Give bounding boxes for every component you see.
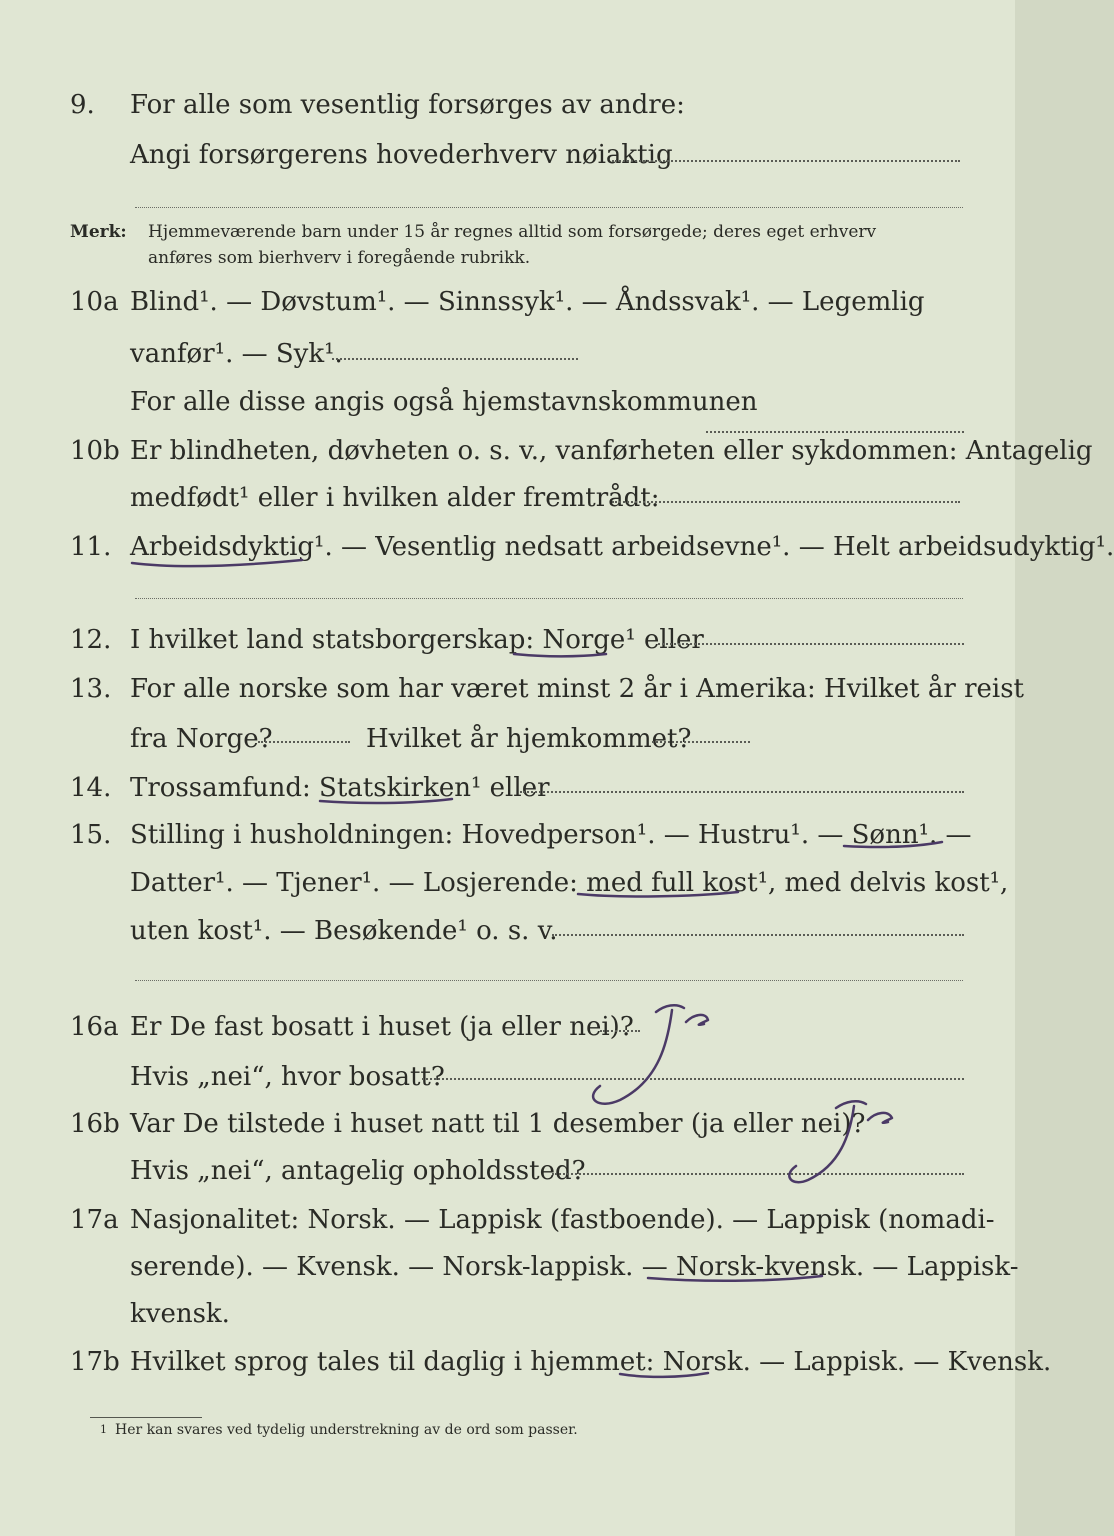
q13-hjemkommet-answer-line[interactable] <box>652 741 750 743</box>
q16a-answer-line[interactable] <box>600 1030 640 1032</box>
q16b-opholdssted-answer-line[interactable] <box>552 1173 964 1175</box>
q13-text-1: For alle norske som har været minst 2 år i Amerika: Hvilket år reist <box>130 674 1024 704</box>
q11-answer-line[interactable] <box>135 598 963 599</box>
q10a-kommune-answer-line[interactable] <box>706 431 964 433</box>
q13-text-2b: Hvilket år hjemkommet? <box>366 724 692 754</box>
q17a-text-3: kvensk. <box>130 1299 230 1329</box>
q10a-syk-answer-line[interactable] <box>332 358 578 360</box>
q9-number: 9. <box>70 90 95 120</box>
merk-text-2: anføres som bierhverv i foregående rubrikk. <box>148 248 531 268</box>
q17a-number: 17a <box>70 1205 119 1235</box>
q12-answer-line[interactable] <box>658 643 964 645</box>
q15-text-1: Stilling i husholdningen: Hovedperson¹. — Hustru¹. — Sønn¹. — <box>130 820 972 850</box>
footnote-text: Her kan svares ved tydelig understrekning av de ord som passer. <box>115 1422 578 1438</box>
q15-number: 15. <box>70 820 112 850</box>
footnote-rule <box>90 1417 202 1418</box>
footnote <box>100 1421 578 1439</box>
q15-text-2: Datter¹. — Tjener¹. — Losjerende: med full kost¹, med delvis kost¹, <box>130 868 1009 898</box>
q15-text-3: uten kost¹. — Besøkende¹ o. s. v. <box>130 916 558 946</box>
q9-text-1: For alle som vesentlig forsørges av andre: <box>130 90 685 120</box>
q9-answer-line[interactable] <box>612 160 960 162</box>
q17b-text-1: Hvilket sprog tales til daglig i hjemmet: Norsk. — Lappisk. — Kvensk. <box>130 1347 1052 1377</box>
q10a-number: 10a <box>70 287 119 317</box>
q16b-number: 16b <box>70 1109 120 1139</box>
q12-text-1: I hvilket land statsborgerskap: Norge¹ eller <box>130 625 704 655</box>
q13-text-2a: fra Norge? <box>130 724 273 754</box>
q16a-bosatt-answer-line[interactable] <box>422 1078 964 1080</box>
q10b-number: 10b <box>70 436 120 466</box>
q17b-number: 17b <box>70 1347 120 1377</box>
q9-answer-line-2[interactable] <box>135 207 963 208</box>
q9-text-2: Angi forsørgerens hovederhverv nøiaktig <box>130 140 673 170</box>
q14-answer-line[interactable] <box>520 791 964 793</box>
q10b-text-2: medfødt¹ eller i hvilken alder fremtrådt: <box>130 483 660 513</box>
q11-number: 11. <box>70 532 112 562</box>
q16b-text-1: Var De tilstede i huset natt til 1 desember (ja eller nei)? <box>130 1109 866 1139</box>
q10a-text-3: For alle disse angis også hjemstavnskommunen <box>130 387 758 417</box>
q10b-answer-line[interactable] <box>612 501 960 503</box>
q10b-text-1: Er blindheten, døvheten o. s. v., vanførheten eller sykdommen: Antagelig <box>130 436 1093 466</box>
q15-answer-line[interactable] <box>552 934 964 936</box>
footnote-mark: 1 <box>100 1423 107 1436</box>
q17a-text-2: serende). — Kvensk. — Norsk-lappisk. — Norsk-kvensk. — Lappisk- <box>130 1252 1019 1282</box>
q10a-text-2: vanfør¹. — Syk¹. <box>130 339 343 369</box>
q10a-text-1: Blind¹. — Døvstum¹. — Sinnssyk¹. — Åndssvak¹. — Legemlig <box>130 287 925 317</box>
q14-text-1: Trossamfund: Statskirken¹ eller <box>130 773 550 803</box>
q16b-text-2: Hvis „nei“, antagelig opholdssted? <box>130 1156 586 1186</box>
merk-label: Merk: <box>70 222 127 242</box>
q11-text-1: Arbeidsdyktig¹. — Vesentlig nedsatt arbeidsevne¹. — Helt arbeidsudyktig¹. <box>130 532 1114 562</box>
merk-text-1: Hjemmeværende barn under 15 år regnes alltid som forsørgede; deres eget erhverv <box>148 222 877 242</box>
q14-number: 14. <box>70 773 112 803</box>
q15-answer-line-2[interactable] <box>135 980 963 981</box>
q17a-text-1: Nasjonalitet: Norsk. — Lappisk (fastboende). — Lappisk (nomadi- <box>130 1205 995 1235</box>
q16a-text-1: Er De fast bosatt i huset (ja eller nei)? <box>130 1012 634 1042</box>
q13-reist-answer-line[interactable] <box>258 741 350 743</box>
q16a-text-2: Hvis „nei“, hvor bosatt? <box>130 1062 445 1092</box>
q16a-number: 16a <box>70 1012 119 1042</box>
q12-number: 12. <box>70 625 112 655</box>
q13-number: 13. <box>70 674 112 704</box>
